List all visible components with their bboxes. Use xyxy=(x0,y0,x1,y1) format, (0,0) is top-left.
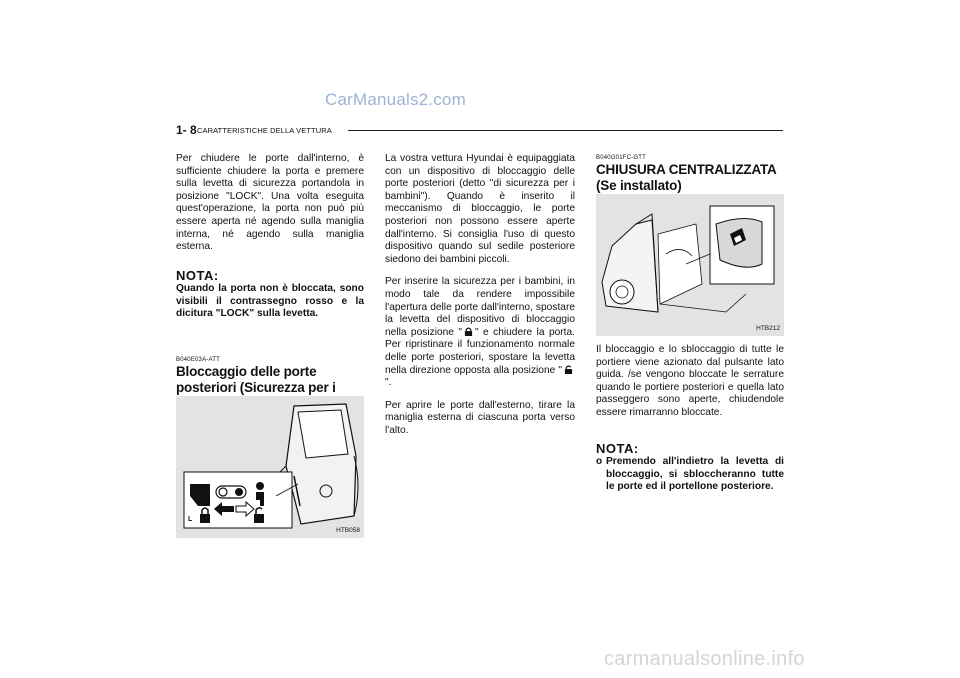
col2-para3: Per aprire le porte dall'esterno, tirare la maniglia esterna di ciascuna porta verso l'alto. xyxy=(385,399,575,436)
lock-icon xyxy=(464,327,473,336)
col3-para1: Il bloccaggio e lo sbloccaggio di tutte le portiere viene azionato dal pulsante lato guida. /se vengono bloccate le serrature quando le portiere posteriori e quella lato passeggero sono aperte, chiudendole essere rimarranno bloccate. xyxy=(596,344,784,418)
central-lock-figure xyxy=(596,194,784,336)
figure-letter: L xyxy=(188,516,193,523)
header-rule xyxy=(348,130,783,131)
col1-code: B040E03A-ATT xyxy=(176,357,220,363)
col3-bullet-text: Premendo all'indietro la levetta di bloccaggio, si sbloccheranno tutte le porte ed il portellone posteriore. xyxy=(606,456,784,493)
col3-bullet xyxy=(596,456,784,494)
col2-text xyxy=(385,153,575,447)
col2-para1: La vostra vettura Hyundai è equipaggiata con un dispositivo di bloccaggio delle porte posteriori (detto "di sicurezza per i bambini"). Quando è inserito il meccanismo di bloccaggio, le porte posteriori non possono essere aperte dall'interno. Si consiglia l'uso di questo dispositivo quando sul sedile posteriore siedono dei bambini piccoli. xyxy=(385,153,575,265)
col3-code: B040G01FC-GTT xyxy=(596,155,646,161)
car-door-illustration xyxy=(596,194,784,336)
section-title: CARATTERISTICHE DELLA VETTURA xyxy=(197,126,332,135)
door-illustration xyxy=(176,396,364,538)
watermark-bottom[interactable]: carmanualsonline.info xyxy=(604,648,805,670)
col1-nota-text: Quando la porta non è bloccata, sono visibili il contrassegno rosso e la dicitura "LOCK" sulla levetta. xyxy=(176,283,364,320)
col1-para1: Per chiudere le porte dall'interno, è sufficiente chiudere la porta e premere sulla levetta di sicurezza portandola in posizione "LOCK". Una volta eseguita quest'operazione, la porta non può più essere aperta né agendo sulla maniglia interna, né agendo sulla maniglia esterna. xyxy=(176,153,364,253)
watermark-top[interactable]: CarManuals2.com xyxy=(325,90,466,109)
child-lock-figure xyxy=(176,396,364,538)
bullet-marker: o xyxy=(596,456,603,467)
col2-para2-a: Per inserire la sicurezza per i bambini, in modo tale da rendere impossibile l'apertura delle porte dall'interno, spostare la levetta del dispositivo di bloccaggio nella posizione " xyxy=(385,276,575,338)
col2-para2-b: " e chiudere la porta. Per ripristinare il funzionamento normale delle porte posteriori, spostare la levetta nella direzione opposta alla posizione " xyxy=(385,326,575,376)
col3-heading: CHIUSURA CENTRALIZZATA (Se installato) xyxy=(596,162,777,193)
col2-para2 xyxy=(385,276,575,389)
col2-para2-c: ". xyxy=(385,377,392,389)
unlock-icon xyxy=(564,365,573,374)
col1-figure-label: HTB058 xyxy=(336,527,360,534)
col3-nota-title: NOTA: xyxy=(596,441,639,456)
col3-figure-label: HTB212 xyxy=(756,325,780,332)
col1-nota-title: NOTA: xyxy=(176,268,219,283)
col1-heading: Bloccaggio delle porte posteriori (Sicurezza per i xyxy=(176,364,336,395)
page-number: 1- 8 xyxy=(176,123,197,137)
